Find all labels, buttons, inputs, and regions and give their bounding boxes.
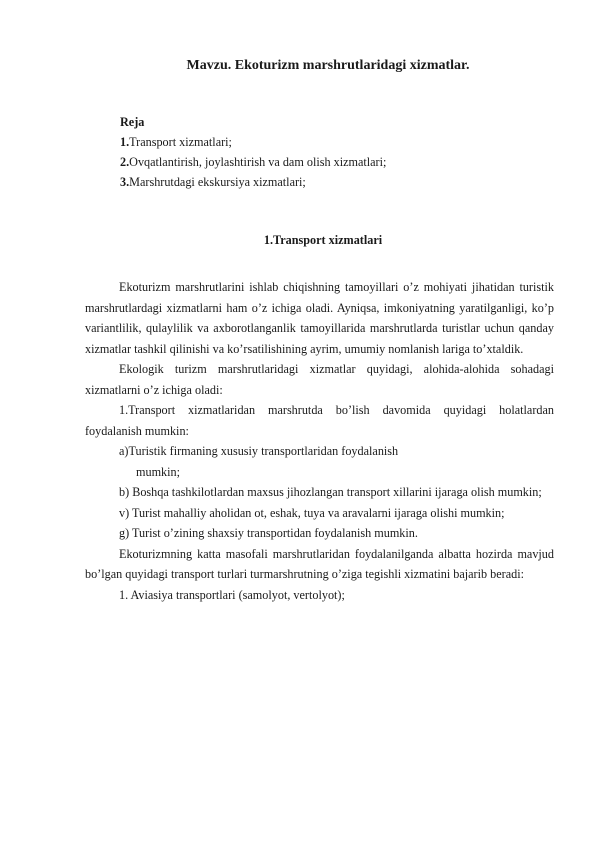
plan-item bbox=[120, 132, 386, 152]
paragraph: a)Turistik firmaning xususiy transportlaridan foydalanish bbox=[119, 444, 399, 458]
plan-item-text: Ovqatlantirish, joylashtirish va dam olish xizmatlari; bbox=[129, 155, 387, 169]
page-title: Mavzu. Ekoturizm marshrutlaridagi xizmatlar. bbox=[186, 58, 470, 73]
paragraph: v) Turist mahalliy aholidan ot, eshak, tuya va aravalarni ijaraga olishi mumkin; bbox=[119, 505, 505, 520]
plan-heading: Reja bbox=[120, 115, 145, 129]
plan-item-number: 3. bbox=[120, 175, 130, 189]
plan-item bbox=[120, 172, 386, 192]
paragraph: Ekologik turizm marshrutlaridagi xizmatlar quyidagi, alohida-alohida sohadagi xizmatlarni o’z ichiga oladi: bbox=[85, 362, 554, 397]
plan-item-number: 2. bbox=[120, 155, 130, 169]
paragraph: g) Turist o’zining shaxsiy transportidan foydalanish mumkin. bbox=[119, 526, 418, 540]
section-title: 1.Transport xizmatlari bbox=[263, 233, 383, 247]
paragraph: mumkin; bbox=[136, 464, 181, 479]
plan-item-text: Marshrutdagi ekskursiya xizmatlari; bbox=[129, 175, 306, 189]
paragraph: b) Boshqa tashkilotlardan maxsus jihozlangan transport xillarini ijaraga olish mumkin; bbox=[119, 485, 542, 499]
plan-block bbox=[120, 112, 386, 192]
body-text bbox=[85, 277, 554, 605]
paragraph: 1. Aviasiya transportlari (samolyot, vertolyot); bbox=[119, 587, 345, 602]
plan-item bbox=[120, 152, 386, 172]
paragraph: 1.Transport xizmatlaridan marshrutda bo’lish davomida quyidagi holatlardan foydalanish mumkin: bbox=[85, 403, 554, 438]
plan-item-text: Transport xizmatlari; bbox=[129, 135, 232, 149]
plan-item-number: 1. bbox=[120, 135, 130, 149]
paragraph: Ekoturizm marshrutlarini ishlab chiqishning tamoyillari o’z mohiyati jihatidan turistik marshrutlardagi xizmatlarni ham o’z ichiga oladi. Ayniqsa, imkoniyatning yaratilganligi, ko’p variantlilik, qulaylilik va axborotlanganlik tamoyillarida marshrutlarda turistlar uchun qanday xizmatlar tashkil qilinishi va ko’rsatilishining ayrim, umumiy nomlanish lariga to’xtaldik. bbox=[85, 280, 554, 356]
paragraph: Ekoturizmning katta masofali marshrutlaridan foydalanilganda albatta hozirda mavjud bo’lgan quyidagi transport turlari turmarshrutning o’ziga tegishli xizmatini bajarib beradi: bbox=[85, 546, 554, 581]
